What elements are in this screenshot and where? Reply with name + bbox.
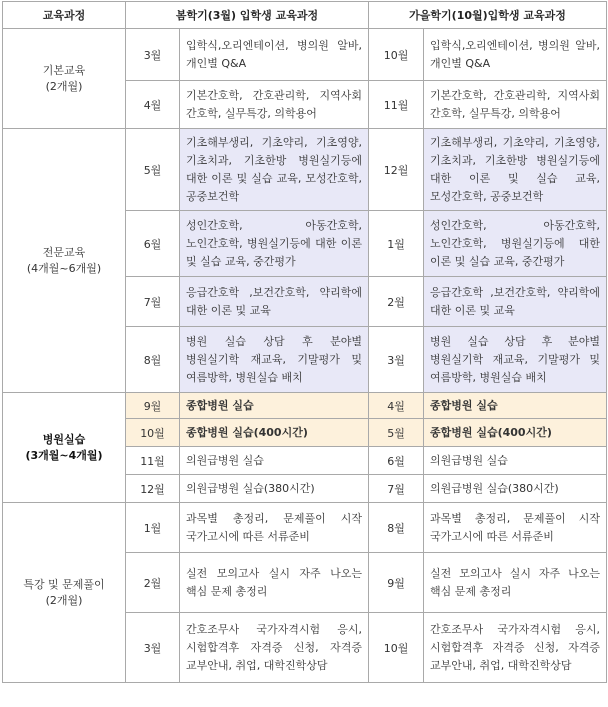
fall-description: 응급간호학 ,보건간호학, 약리학에 대한 이론 및 교육 bbox=[424, 277, 607, 327]
fall-description: 간호조무사 국가자격시험 응시, 시험합격후 자격증 신청, 자격증 교부안내, 취업, 대학진학상담 bbox=[424, 613, 607, 683]
fall-month: 4월 bbox=[369, 393, 424, 419]
spring-description: 의원급병원 실습 bbox=[180, 447, 369, 475]
category-special-lecture bbox=[3, 503, 126, 683]
spring-description: 기초해부생리, 기초약리, 기초영양, 기초치과, 기초한방 병원실기등에 대한 이론 및 실습 교육, 모성간호학, 공중보건학 bbox=[180, 129, 369, 211]
spring-month: 9월 bbox=[126, 393, 180, 419]
category-duration: (4개월~6개월) bbox=[26, 261, 102, 275]
fall-description: 성인간호학, 아동간호학, 노인간호학, 병원실기등에 대한 이론 및 실습 교육, 중간평가 bbox=[424, 211, 607, 277]
spring-description: 간호조무사 국가자격시험 응시, 시험합격후 자격증 신청, 자격증 교부안내, 취업, 대학진학상담 bbox=[180, 613, 369, 683]
fall-month: 10월 bbox=[369, 613, 424, 683]
spring-month: 12월 bbox=[126, 475, 180, 503]
fall-description: 병원 실습 상담 후 분야별 병원실기학 재교육, 기말평가 및 여름방학, 병원실습 배치 bbox=[424, 327, 607, 393]
spring-month: 4월 bbox=[126, 81, 180, 129]
spring-description: 종합병원 실습(400시간) bbox=[180, 419, 369, 447]
category-name: 전문교육 bbox=[42, 245, 86, 259]
category-duration: (2개월) bbox=[45, 79, 83, 93]
spring-description: 기본간호학, 간호관리학, 지역사회 간호학, 실무특강, 의학용어 bbox=[180, 81, 369, 129]
header-row bbox=[3, 2, 607, 29]
spring-column-header: 봄학기(3월) 입학생 교육과정 bbox=[126, 2, 369, 29]
fall-description: 입학식,오리엔테이션, 병의원 알바, 개인별 Q&A bbox=[424, 29, 607, 81]
fall-month: 9월 bbox=[369, 553, 424, 613]
category-specialized bbox=[3, 129, 126, 393]
fall-month: 12월 bbox=[369, 129, 424, 211]
curriculum-table bbox=[2, 1, 607, 683]
fall-month: 1월 bbox=[369, 211, 424, 277]
fall-description: 종합병원 실습 bbox=[424, 393, 607, 419]
fall-month: 8월 bbox=[369, 503, 424, 553]
fall-month: 5월 bbox=[369, 419, 424, 447]
spring-month: 3월 bbox=[126, 29, 180, 81]
fall-description: 의원급병원 실습(380시간) bbox=[424, 475, 607, 503]
spring-description: 성인간호학, 아동간호학, 노인간호학, 병원실기등에 대한 이론 및 실습 교육, 중간평가 bbox=[180, 211, 369, 277]
fall-description: 종합병원 실습(400시간) bbox=[424, 419, 607, 447]
category-duration: (3개월~4개월) bbox=[25, 448, 103, 462]
fall-description: 의원급병원 실습 bbox=[424, 447, 607, 475]
fall-month: 11월 bbox=[369, 81, 424, 129]
spring-description: 입학식,오리엔테이션, 병의원 알바, 개인별 Q&A bbox=[180, 29, 369, 81]
fall-month: 7월 bbox=[369, 475, 424, 503]
category-duration: (2개월) bbox=[45, 593, 83, 607]
spring-month: 6월 bbox=[126, 211, 180, 277]
spring-description: 의원급병원 실습(380시간) bbox=[180, 475, 369, 503]
spring-month: 11월 bbox=[126, 447, 180, 475]
spring-description: 병원 실습 상담 후 분야별 병원실기학 재교육, 기말평가 및 여름방학, 병원실습 배치 bbox=[180, 327, 369, 393]
category-name: 기본교육 bbox=[42, 63, 86, 77]
fall-month: 3월 bbox=[369, 327, 424, 393]
spring-month: 8월 bbox=[126, 327, 180, 393]
spring-description: 종합병원 실습 bbox=[180, 393, 369, 419]
fall-column-header: 가을학기(10월)입학생 교육과정 bbox=[369, 2, 607, 29]
table-row bbox=[3, 503, 607, 553]
category-name: 특강 및 문제풀이 bbox=[23, 577, 105, 591]
spring-month: 10월 bbox=[126, 419, 180, 447]
course-column-header: 교육과정 bbox=[3, 2, 126, 29]
fall-month: 10월 bbox=[369, 29, 424, 81]
fall-month: 2월 bbox=[369, 277, 424, 327]
category-basic bbox=[3, 29, 126, 129]
table-row bbox=[3, 29, 607, 81]
spring-description: 실전 모의고사 실시 자주 나오는 핵심 문제 총정리 bbox=[180, 553, 369, 613]
spring-description: 과목별 총정리, 문제풀이 시작 국가고시에 따른 서류준비 bbox=[180, 503, 369, 553]
fall-description: 과목별 총정리, 문제풀이 시작 국가고시에 따른 서류준비 bbox=[424, 503, 607, 553]
spring-month: 2월 bbox=[126, 553, 180, 613]
fall-description: 실전 모의고사 실시 자주 나오는 핵심 문제 총정리 bbox=[424, 553, 607, 613]
category-hospital-practice bbox=[3, 393, 126, 503]
spring-month: 7월 bbox=[126, 277, 180, 327]
fall-month: 6월 bbox=[369, 447, 424, 475]
spring-description: 응급간호학 ,보건간호학, 약리학에 대한 이론 및 교육 bbox=[180, 277, 369, 327]
spring-month: 1월 bbox=[126, 503, 180, 553]
spring-month: 3월 bbox=[126, 613, 180, 683]
spring-month: 5월 bbox=[126, 129, 180, 211]
fall-description: 기초해부생리, 기초약리, 기초영양, 기초치과, 기초한방 병원실기등에 대한 이론 및 실습 교육, 모성간호학, 공중보건학 bbox=[424, 129, 607, 211]
category-name: 병원실습 bbox=[42, 432, 86, 446]
fall-description: 기본간호학, 간호관리학, 지역사회 간호학, 실무특강, 의학용어 bbox=[424, 81, 607, 129]
table-row bbox=[3, 393, 607, 419]
table-row bbox=[3, 129, 607, 211]
